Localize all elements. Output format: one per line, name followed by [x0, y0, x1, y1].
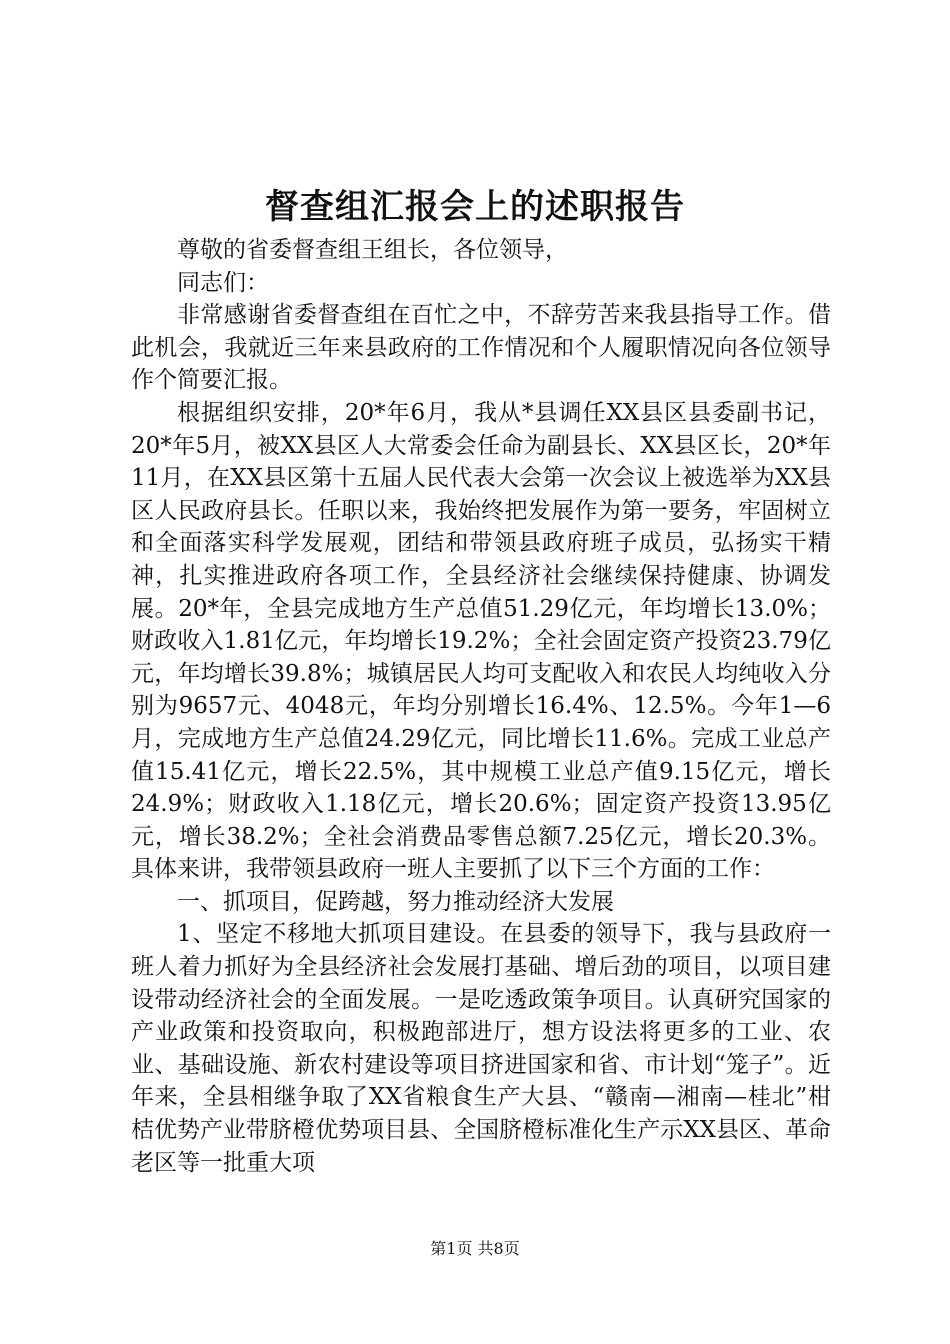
page-footer: 第1页 共8页 [430, 1239, 520, 1258]
salutation-line: 尊敬的省委督查组王组长，各位领导， [177, 237, 568, 263]
salutation-line: 同志们： [177, 269, 269, 296]
document-title: 督查组汇报会上的述职报告 [265, 187, 685, 227]
body-paragraph: 非常感谢省委督查组在百忙之中，不辞劳苦来我县指导工作。借此机会，我就近三年来县政府的工作情况和个人履职情况向各位领导作个简要汇报。 [131, 302, 831, 394]
body-paragraph: 根据组织安排，20*年6月，我从*县调任XX县区县委副书记，20*年5月，被XX县区人大常委会任命为副县长、XX县区长，20*年11月，在XX县区第十五届人民代表大会第一次会议上被选举为XX县区人民政府县长。任职以来，我始终把发展作为第一要务，牢固树立和全面落实科学发展观，团结和带领县政府班子成员，弘扬实干精神，扎实推进政府各项工作，全县经济社会继续保持健康、协调发展。20*年，全县完成地方生产总值51.29亿元，年均增长13.0%；财政收入1.81亿元，年均增长19.2%；全社会固定资产投资23.79亿元，年均增长39.8%；城镇居民人均可支配收入和农民人均纯收入分别为9657元、4048元，年均分别增长16.4%、12.5%。今年1—6月，完成地方生产总值24.29亿元，同比增长11.6%。完成工业总产值15.41亿元，增长22.5%，其中规模工业总产值9.15亿元，增长24.9%；财政收入1.18亿元，增长20.6%；固定资产投资13.95亿元，增长38.2%；全社会消费品零售总额7.25亿元，增长20.3%。具体来讲，我带领县政府一班人主要抓了以下三个方面的工作： [131, 399, 831, 883]
document-body [131, 234, 831, 1179]
section-heading: 一、抓项目，促跨越，努力推动经济大发展 [177, 888, 614, 915]
body-paragraph: 1、坚定不移地大抓项目建设。在县委的领导下，我与县政府一班人着力抓好为全县经济社会发展打基础、增后劲的项目，以项目建设带动经济社会的全面发展。一是吃透政策争项目。认真研究国家的产业政策和投资取向，积极跑部进厅，想方设法将更多的工业、农业、基础设施、新农村建设等项目挤进国家和省、市计划“笼子”。近年来，全县相继争取了XX省粮食生产大县、“赣南—湘南—桂北”柑桔优势产业带脐橙优势项目县、全国脐橙标准化生产示XX县区、革命老区等一批重大项 [131, 921, 831, 1176]
